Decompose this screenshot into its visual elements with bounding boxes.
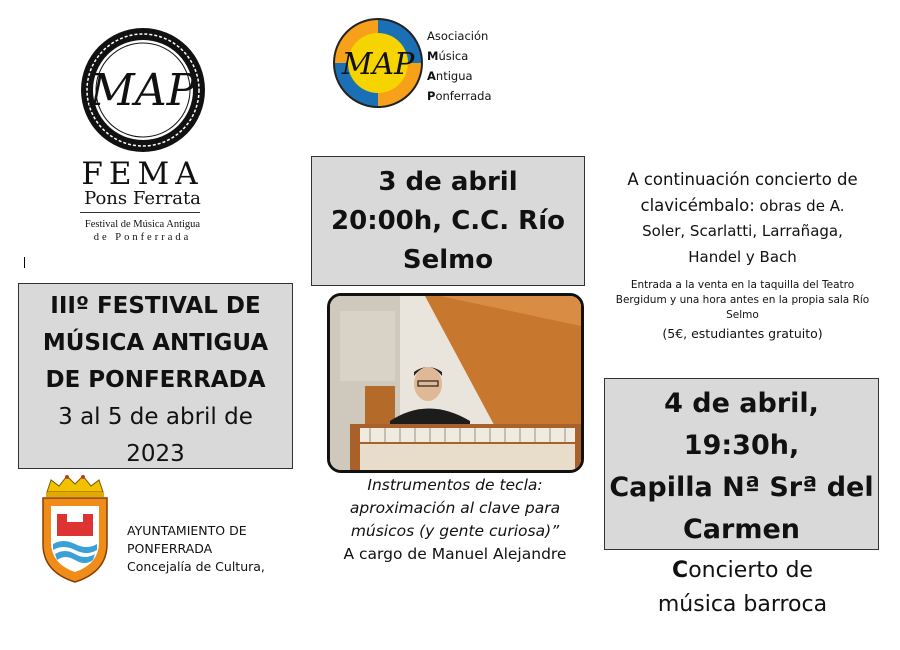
event-apr3-venue-end: Selmo bbox=[402, 245, 494, 275]
fema-tagline-2: de Ponferrada bbox=[93, 232, 192, 243]
festival-year: 2023 bbox=[126, 441, 185, 467]
association-line-2-rest: úsica bbox=[438, 49, 469, 63]
association-initial-a: A bbox=[427, 69, 436, 83]
concert-line-1: A continuación concierto de bbox=[627, 170, 858, 189]
festival-title-box bbox=[18, 283, 293, 469]
concert-instrument: clavicémbalo: bbox=[640, 195, 755, 215]
festival-line-1: IIIº FESTIVAL DE bbox=[50, 293, 261, 319]
talk-speaker: A cargo de Manuel Alejandre bbox=[343, 545, 567, 563]
association-logo-emblem bbox=[333, 18, 423, 108]
baroque-line-2: música barroca bbox=[657, 592, 828, 617]
performer-photo bbox=[327, 293, 584, 473]
baroque-concert-label bbox=[605, 554, 880, 622]
concert-line-3: Soler, Scarlatti, Larrañaga, bbox=[642, 222, 843, 240]
festival-line-2: MÚSICA ANTIGUA bbox=[42, 330, 269, 356]
concert-line-2 bbox=[605, 193, 880, 220]
baroque-line-1-rest: oncierto de bbox=[688, 558, 813, 583]
talk-description bbox=[310, 474, 600, 566]
ticket-price: (5€, estudiantes gratuito) bbox=[662, 326, 823, 341]
association-line-3 bbox=[427, 66, 492, 86]
ticket-line-1: Entrada a la venta en la taquilla del Teatro bbox=[630, 279, 855, 291]
fema-divider bbox=[80, 212, 200, 213]
baroque-initial: C bbox=[672, 558, 689, 583]
ayuntamiento-credit bbox=[127, 522, 265, 576]
cursor-mark bbox=[24, 257, 25, 268]
event-apr4-date: 4 de abril, bbox=[664, 388, 819, 419]
ticket-line-3: Selmo bbox=[726, 309, 759, 321]
association-monogram: MAP bbox=[341, 47, 415, 82]
baroque-line-1 bbox=[605, 554, 880, 588]
festival-dates: 3 al 5 de abril de bbox=[58, 404, 253, 430]
association-line-4 bbox=[427, 86, 492, 106]
association-line-4-rest: onferrada bbox=[435, 89, 492, 103]
fema-monogram: MAP bbox=[89, 65, 197, 116]
fema-tagline-1: Festival de Música Antigua bbox=[84, 219, 201, 230]
concert-works-start: obras de A. bbox=[754, 196, 845, 215]
concert-line-4: Handel y Bach bbox=[688, 247, 797, 266]
talk-line-2: aproximación al clave para bbox=[349, 499, 561, 517]
fema-logo-emblem bbox=[80, 27, 206, 153]
event-apr3-box bbox=[311, 156, 585, 286]
festival-line-3: DE PONFERRADA bbox=[45, 367, 266, 393]
association-line-1: Asociación bbox=[427, 29, 489, 43]
event-apr4-box bbox=[604, 378, 879, 550]
event-apr4-venue-end: Carmen bbox=[682, 514, 801, 545]
ticket-info bbox=[600, 278, 885, 323]
ayuntamiento-line-3: Concejalía de Cultura, bbox=[127, 559, 265, 574]
association-line-3-rest: ntigua bbox=[435, 69, 473, 83]
ticket-line-2: Bergidum y una hora antes en la propia sala Río bbox=[615, 294, 870, 306]
talk-line-3: músicos (y gente curiosa)” bbox=[350, 522, 560, 540]
event-apr3-date: 3 de abril bbox=[378, 167, 518, 197]
concert-apr3-description bbox=[605, 167, 880, 270]
event-apr4-venue: Capilla Nª Srª del bbox=[609, 472, 874, 503]
fema-subtitle: Pons Ferrata bbox=[84, 188, 201, 209]
talk-line-1: Instrumentos de tecla: bbox=[367, 476, 543, 494]
association-name bbox=[427, 26, 492, 106]
event-apr3-time-venue: 20:00h, C.C. Río bbox=[331, 206, 565, 236]
ponferrada-coat-of-arms-icon bbox=[37, 474, 113, 586]
ayuntamiento-line-1: AYUNTAMIENTO DE bbox=[127, 523, 247, 538]
association-initial-p: P bbox=[427, 89, 436, 103]
association-initial-m: M bbox=[427, 49, 439, 63]
ayuntamiento-line-2: PONFERRADA bbox=[127, 541, 213, 556]
fema-title: FEMA bbox=[81, 156, 204, 192]
event-apr4-time: 19:30h, bbox=[683, 430, 800, 461]
association-line-2 bbox=[427, 46, 492, 66]
